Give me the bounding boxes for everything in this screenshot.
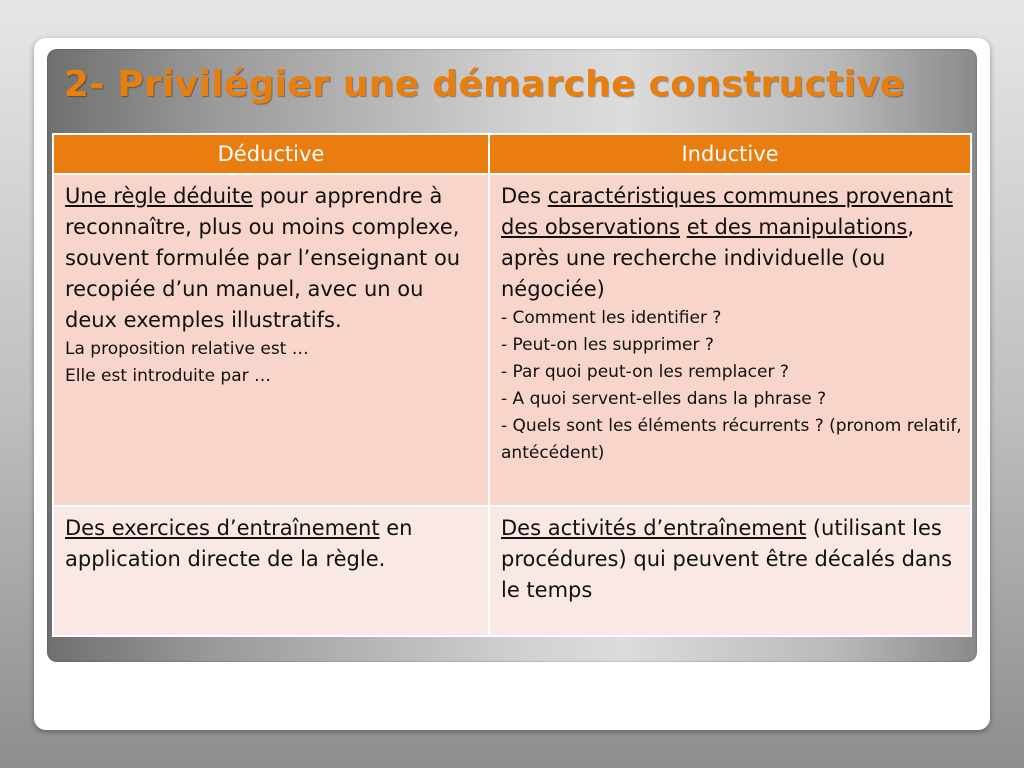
inductive-intro-space xyxy=(680,215,687,239)
inductive-intro-suffix: , après une recherche individuelle (ou négociée) xyxy=(501,215,915,301)
deductive-rule-text: pour apprendre à reconnaître, plus ou moins complexe, souvent formulée par l’enseignant ou recopiée d’un manuel, avec un ou deux exemples illustratifs. xyxy=(65,184,461,332)
slide-title: 2- Privilégier une démarche constructive xyxy=(64,64,905,105)
comparison-table xyxy=(52,133,972,637)
deductive-rule-paragraph xyxy=(65,181,480,336)
inductive-intro-underlined-1: caractéristiques communes provenant des observations xyxy=(501,184,953,239)
list-item: - Quels sont les éléments récurrents ? (pronom relatif, antécédent) xyxy=(501,416,962,463)
inductive-activities-text: (utilisant les procédures) qui peuvent être décalés dans le temps xyxy=(501,516,953,602)
inductive-intro-paragraph xyxy=(501,181,962,305)
deductive-exercises-paragraph xyxy=(65,513,480,575)
inductive-intro-underlined-2: et des manipulations xyxy=(686,215,908,239)
inductive-intro-prefix: Des xyxy=(501,184,548,208)
inductive-activities-underlined: Des activités d’entraînement xyxy=(501,516,807,540)
deductive-example-1: La proposition relative est … xyxy=(65,339,309,359)
header-deductive: Déductive xyxy=(53,134,489,174)
inductive-activities-paragraph xyxy=(501,513,962,606)
table-row xyxy=(53,174,971,506)
header-inductive: Inductive xyxy=(489,134,971,174)
inductive-question-list xyxy=(501,305,962,467)
cell-inductive-activities xyxy=(489,506,971,636)
table-header-row xyxy=(53,134,971,174)
list-item: - Comment les identifier ? xyxy=(501,308,722,328)
deductive-rule-underlined: Une règle déduite xyxy=(65,184,254,208)
cell-deductive-exercises xyxy=(53,506,489,636)
cell-inductive-observations xyxy=(489,174,971,506)
deductive-example-2: Elle est introduite par … xyxy=(65,366,272,386)
list-item: - Peut-on les supprimer ? xyxy=(501,335,714,355)
list-item: - A quoi servent-elles dans la phrase ? xyxy=(501,389,827,409)
deductive-exercises-text: en application directe de la règle. xyxy=(65,516,413,571)
deductive-exercises-underlined: Des exercices d’entraînement xyxy=(65,516,380,540)
table-row xyxy=(53,506,971,636)
cell-deductive-rule xyxy=(53,174,489,506)
list-item: - Par quoi peut-on les remplacer ? xyxy=(501,362,789,382)
